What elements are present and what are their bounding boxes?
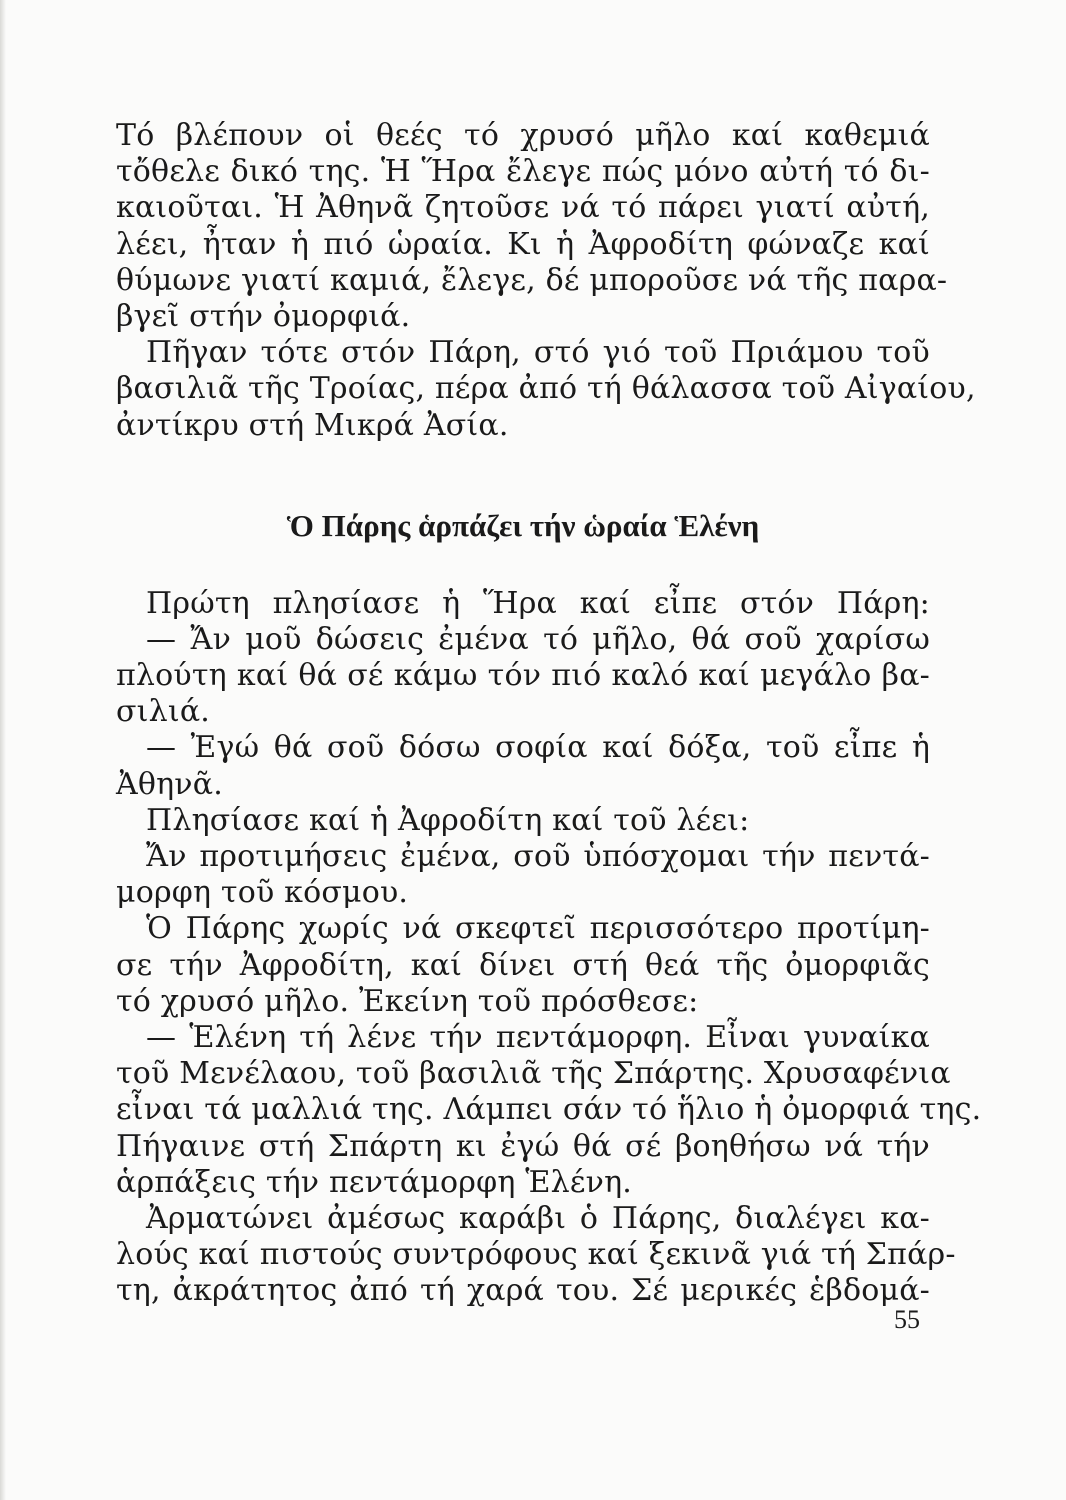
text-line: μορφη τοῦ κόσμου. bbox=[116, 875, 409, 911]
text-line: — Ἄν μοῦ δώσεις ἐμένα τό μῆλο, θά σοῦ χαρίσω bbox=[146, 621, 930, 657]
text-line: καιοῦται. Ἡ Ἀθηνᾶ ζητοῦσε νά τό πάρει γιατί αὐτή, bbox=[116, 190, 930, 226]
text-line: — Ἑλένη τή λένε τήν πεντάμορφη. Εἶναι γυναίκα bbox=[146, 1019, 930, 1055]
text-line: Ἀρματώνει ἀμέσως καράβι ὁ Πάρης, διαλέγει κα- bbox=[146, 1200, 930, 1236]
page-edge-shadow bbox=[0, 0, 6, 1500]
spacer bbox=[116, 444, 930, 506]
text-line: Ἀθηνᾶ. bbox=[116, 766, 223, 802]
text-line: θύμωνε γιατί καμιά, ἔλεγε, δέ μποροῦσε νά τῆς παρα- bbox=[116, 262, 948, 298]
text-line: βασιλιᾶ τῆς Τροίας, πέρα ἀπό τή θάλασσα τοῦ Αἰγαίου, bbox=[116, 371, 976, 407]
text-line: Ὁ Πάρης χωρίς νά σκεφτεῖ περισσότερο προτίμη- bbox=[146, 911, 930, 947]
text-line: εἶναι τά μαλλιά της. Λάμπει σάν τό ἥλιο ἡ ὀμορφιά της. bbox=[116, 1092, 982, 1128]
text-line: ἀντίκρυ στή Μικρά Ἀσία. bbox=[116, 407, 509, 443]
page-number: 55 bbox=[894, 1305, 920, 1334]
text-line: Πλησίασε καί ἡ Ἀφροδίτη καί τοῦ λέει: bbox=[146, 802, 750, 838]
text-line: Πήγαινε στή Σπάρτη κι ἐγώ θά σέ βοηθήσω νά τήν bbox=[116, 1128, 930, 1164]
text-line: τό χρυσό μῆλο. Ἐκείνη τοῦ πρόσθεσε: bbox=[116, 983, 699, 1019]
spacer bbox=[116, 546, 930, 586]
text-line: τὄθελε δικό της. Ἡ Ἥρα ἔλεγε πώς μόνο αὐτή τό δι- bbox=[116, 154, 930, 190]
section-heading: Ὁ Πάρης ἁρπάζει τήν ὡραία Ἑλένη bbox=[286, 507, 760, 543]
text-line: λέει, ἦταν ἡ πιό ὡραία. Κι ἡ Ἀφροδίτη φώναζε καί bbox=[116, 226, 930, 262]
text-line: ἁρπάξεις τήν πεντάμορφη Ἑλένη. bbox=[116, 1164, 632, 1200]
text-line: — Ἐγώ θά σοῦ δόσω σοφία καί δόξα, τοῦ εἶπε ἡ bbox=[146, 730, 930, 766]
text-line: Πρώτη πλησίασε ἡ Ἥρα καί εἶπε στόν Πάρη: bbox=[146, 585, 930, 621]
text-line: Τό βλέπουν οἱ θεές τό χρυσό μῆλο καί καθεμιά bbox=[116, 118, 930, 153]
text-line: σιλιά. bbox=[116, 694, 211, 730]
text-line: βγεῖ στήν ὀμορφιά. bbox=[116, 298, 411, 334]
text-line: λούς καί πιστούς συντρόφους καί ξεκινᾶ γιά τή Σπάρ- bbox=[116, 1237, 956, 1273]
text-line: σε τήν Ἀφροδίτη, καί δίνει στή θεά τῆς ὀμορφιᾶς bbox=[116, 947, 930, 983]
text-line: τη, ἀκράτητος ἀπό τή χαρά του. Σέ μερικές ἑβδομά- bbox=[116, 1273, 930, 1309]
text-line: τοῦ Μενέλαου, τοῦ βασιλιᾶ τῆς Σπάρτης. Χρυσαφένια bbox=[116, 1056, 951, 1092]
body-text bbox=[116, 118, 982, 1309]
text-line: Ἄν προτιμήσεις ἐμένα, σοῦ ὑπόσχομαι τήν πεντά- bbox=[146, 839, 930, 874]
text-line: Πῆγαν τότε στόν Πάρη, στό γιό τοῦ Πριάμου τοῦ bbox=[146, 335, 930, 371]
text-line: πλούτη καί θά σέ κάμω τόν πιό καλό καί μεγάλο βα- bbox=[116, 658, 930, 694]
